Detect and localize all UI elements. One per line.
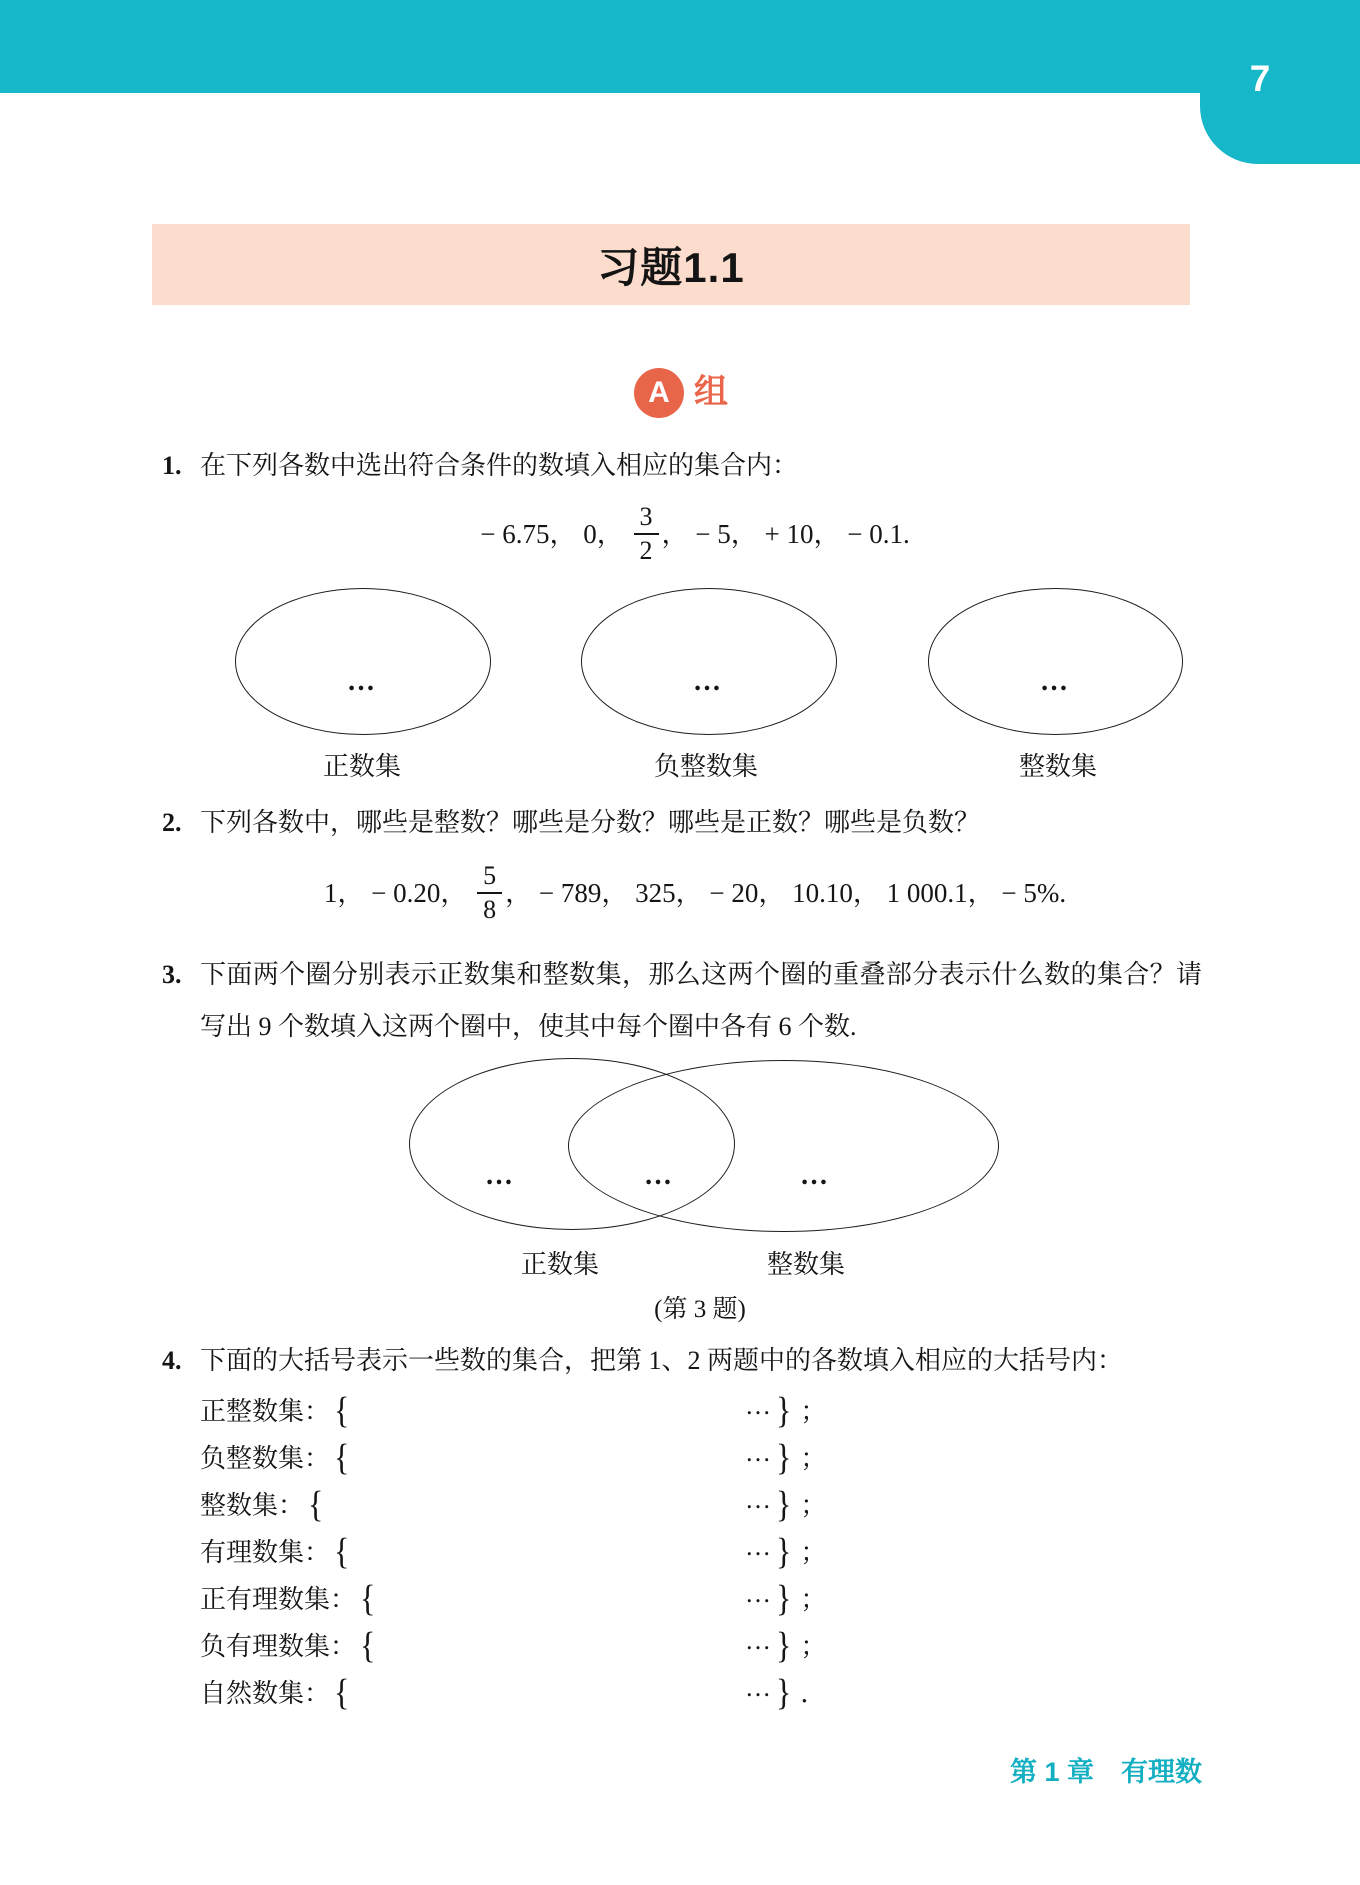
venn-label-integer-set: 整数集 [766, 1250, 846, 1279]
punctuation: ． [800, 1679, 827, 1708]
set-row-label: 负有理数集： [200, 1632, 357, 1661]
problem-3 [162, 949, 1202, 1053]
fraction-denominator: 8 [483, 895, 497, 925]
problem-1-numbers-post: ， − 5， + 10， − 0.1. [661, 519, 910, 549]
ellipsis-positive-set: … [347, 666, 377, 697]
set-row-label: 整数集： [200, 1491, 305, 1520]
fraction-three-halves [634, 502, 659, 565]
problem-2 [162, 797, 1202, 849]
problem-4-number: 4. [162, 1346, 182, 1375]
fraction-numerator: 3 [634, 502, 659, 535]
section-a-badge [634, 368, 684, 418]
ellipsis: … [745, 1672, 772, 1702]
exercise-title-bar [152, 224, 1190, 305]
set-row-naturals [200, 1668, 1200, 1715]
page-number: 7 [1249, 58, 1271, 99]
ellipsis: … [745, 1531, 772, 1561]
problem-1-text: 在下列各数中选出符合条件的数填入相应的集合内： [200, 451, 799, 480]
set-row-rationals [200, 1527, 1200, 1574]
set-row-negative-rationals [200, 1621, 1200, 1668]
punctuation: ； [800, 1585, 827, 1614]
set-row-integers [200, 1480, 1200, 1527]
set-row-tail [745, 1527, 826, 1574]
problem-3-text: 下面两个圈分别表示正数集和整数集，那么这两个圈的重叠部分表示什么数的集合？请写出 9 个数填入这两个圈中，使其中每个圈中各有 6 个数. [200, 960, 1202, 1041]
punctuation: ； [800, 1444, 827, 1473]
set-ellipse-positive [235, 588, 491, 735]
close-brace: } [776, 1388, 792, 1431]
open-brace: { [360, 1576, 376, 1619]
problem-2-numbers [200, 858, 1190, 928]
close-brace: } [776, 1529, 792, 1572]
set-row-tail [745, 1668, 826, 1715]
punctuation: ； [800, 1491, 827, 1520]
set-row-tail [745, 1433, 826, 1480]
set-ellipse-negative-integer [581, 588, 837, 735]
label-integer-set: 整数集 [1018, 752, 1098, 781]
venn-caption: (第 3 题) [654, 1296, 746, 1323]
set-row-tail [745, 1386, 826, 1433]
problem-1-number: 1. [162, 451, 182, 480]
set-row-label: 正整数集： [200, 1397, 331, 1426]
header-band [0, 0, 1360, 93]
set-row-tail [745, 1574, 826, 1621]
problem-2-numbers-pre: 1， − 0.20， [323, 878, 475, 908]
venn-ellipse-integer [568, 1060, 999, 1232]
close-brace: } [776, 1670, 792, 1713]
problem-2-numbers-post: ， − 789， 325， − 20， 10.10， 1 000.1， − 5%. [505, 878, 1067, 908]
ellipsis-venn-right: … [800, 1160, 830, 1191]
ellipsis: … [745, 1578, 772, 1608]
set-row-positive-integers [200, 1386, 1200, 1433]
problem-1 [162, 440, 1202, 492]
punctuation: ； [800, 1397, 827, 1426]
problem-3-number: 3. [162, 960, 182, 989]
section-a-label: 组 [694, 373, 728, 411]
set-row-negative-integers [200, 1433, 1200, 1480]
open-brace: { [334, 1670, 350, 1713]
problem-2-text: 下列各数中，哪些是整数？哪些是分数？哪些是正数？哪些是负数？ [200, 808, 981, 837]
close-brace: } [776, 1623, 792, 1666]
open-brace: { [334, 1388, 350, 1431]
problem-2-number: 2. [162, 808, 182, 837]
open-brace: { [334, 1529, 350, 1572]
ellipsis-venn-left: … [485, 1160, 515, 1191]
punctuation: ； [800, 1538, 827, 1567]
open-brace: { [308, 1482, 324, 1525]
fraction-five-eighths [477, 861, 502, 924]
label-negative-integer-set: 负整数集 [653, 752, 759, 781]
set-row-label: 负整数集： [200, 1444, 331, 1473]
venn-label-positive-set: 正数集 [520, 1250, 600, 1279]
set-row-label: 正有理数集： [200, 1585, 357, 1614]
set-row-label: 自然数集： [200, 1679, 331, 1708]
chapter-footer: 第 1 章 有理数 [1010, 1757, 1203, 1787]
ellipsis: … [745, 1625, 772, 1655]
ellipsis: … [745, 1484, 772, 1514]
problem-4 [162, 1335, 1202, 1387]
close-brace: } [776, 1482, 792, 1525]
close-brace: } [776, 1576, 792, 1619]
set-row-tail [745, 1480, 826, 1527]
exercise-title: 习题1.1 [597, 243, 745, 291]
close-brace: } [776, 1435, 792, 1478]
problem-1-numbers-pre: − 6.75， 0， [480, 519, 631, 549]
set-row-positive-rationals [200, 1574, 1200, 1621]
ellipsis-negative-integer-set: … [693, 666, 723, 697]
set-row-tail [745, 1621, 826, 1668]
set-ellipse-integer [928, 588, 1183, 735]
set-row-label: 有理数集： [200, 1538, 331, 1567]
section-a-badge-letter: A [648, 376, 670, 409]
open-brace: { [360, 1623, 376, 1666]
punctuation: ； [800, 1632, 827, 1661]
fraction-denominator: 2 [639, 536, 653, 566]
ellipsis: … [745, 1390, 772, 1420]
fraction-numerator: 5 [477, 861, 502, 894]
open-brace: { [334, 1435, 350, 1478]
label-positive-set: 正数集 [322, 752, 402, 781]
ellipsis: … [745, 1437, 772, 1467]
ellipsis-integer-set: … [1040, 666, 1070, 697]
ellipsis-venn-overlap: … [644, 1160, 674, 1191]
problem-1-numbers [200, 499, 1190, 569]
problem-4-text: 下面的大括号表示一些数的集合，把第 1、2 两题中的各数填入相应的大括号内： [200, 1346, 1124, 1375]
